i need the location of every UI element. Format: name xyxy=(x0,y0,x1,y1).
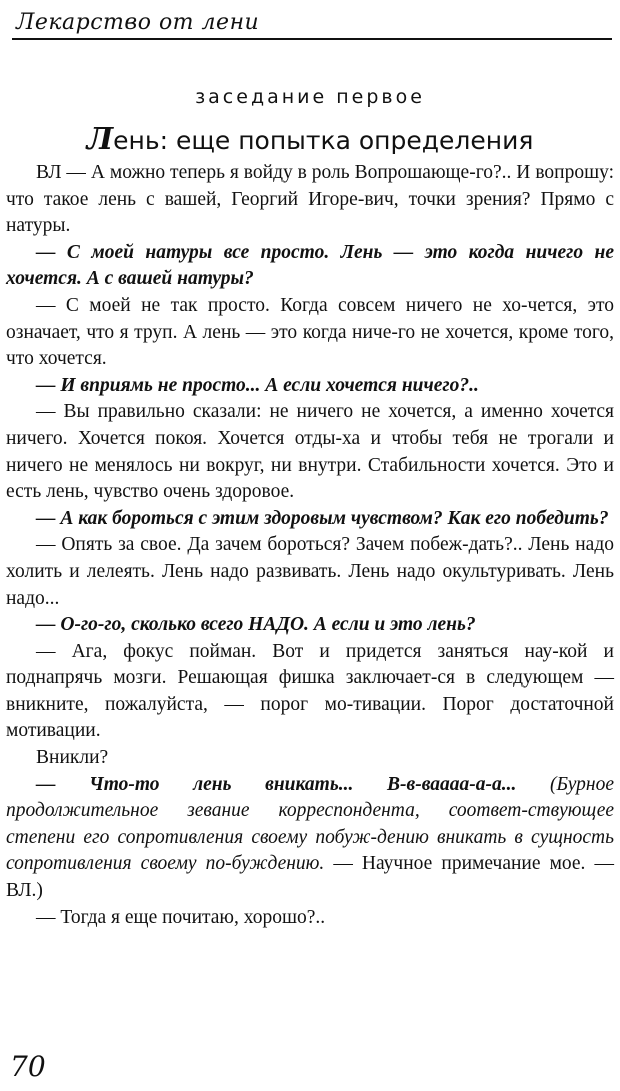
paragraph-7: — Опять за свое. Да зачем бороться? Зачем побеж-дать?.. Лень надо холить и лелеять. Лень надо развивать. Лень надо окультуривать. Лень надо... xyxy=(6,534,614,609)
page-body xyxy=(6,82,614,931)
paragraph-10: Вникли? xyxy=(36,747,109,769)
chapter-dropcap: Л xyxy=(86,122,114,157)
paragraph-3: — С моей не так просто. Когда совсем ничего не хо-чется, это означает, что я труп. А лень — это когда ниче-го не хочется, кроме того, что хочется. xyxy=(6,294,614,370)
paragraph-6: — А как бороться с этим здоровым чувством? Как его победить? xyxy=(36,507,609,529)
running-header xyxy=(12,6,612,40)
stage-direction: (Бурное продолжительное зевание корреспондента, соответ-ствующее степени его сопротивления своему побуж-дению вникать в сущность сопротивления своему по-буждению. xyxy=(6,773,615,875)
paragraph-12: — Тогда я еще почитаю, хорошо?.. xyxy=(36,906,326,928)
paragraph-5: — Вы правильно сказали: не ничего не хочется, а именно хочется ничего. Хочется покоя. Хочется отды-ха и чтобы тебя не трогали и ничего не менялось ни вокруг, ни внутри. Стабильности хочется. Это и есть лень, чувство очень здоровое. xyxy=(6,401,614,503)
question-text: — Что-то лень вникать... В-в-ваааа-а-а... xyxy=(36,773,517,795)
paragraph-11 xyxy=(6,772,614,905)
page-number: 70 xyxy=(10,1050,46,1083)
chapter-title xyxy=(6,120,614,160)
paragraph-2: — С моей натуры все просто. Лень — это когда ничего не хочется. А с вашей натуры? xyxy=(6,241,614,290)
author-note: — Научное примечание мое. — ВЛ.) xyxy=(6,853,614,902)
running-title: Лекарство от лени xyxy=(16,10,260,35)
paragraph-9: — Ага, фокус пойман. Вот и придется заняться нау-кой и поднапрячь мозги. Решающая фишка заключает-ся в следующем — вникните, пожалуйста, — порог мо-тивации. Порог достаточной мотивации. xyxy=(6,640,614,742)
paragraph-4: — И вприямь не просто... А если хочется ничего?.. xyxy=(36,374,479,396)
session-label: заседание первое xyxy=(195,86,425,108)
chapter-title-text: ень: еще попытка определения xyxy=(113,126,534,155)
paragraph-8: — О-го-го, сколько всего НАДО. А если и это лень? xyxy=(36,614,476,636)
paragraph-1: ВЛ — А можно теперь я войду в роль Вопрошающе-го?.. И вопрошу: что такое лень с вашей, Георгий Игоре-вич, точки зрения? Прямо с натуры. xyxy=(6,162,614,237)
